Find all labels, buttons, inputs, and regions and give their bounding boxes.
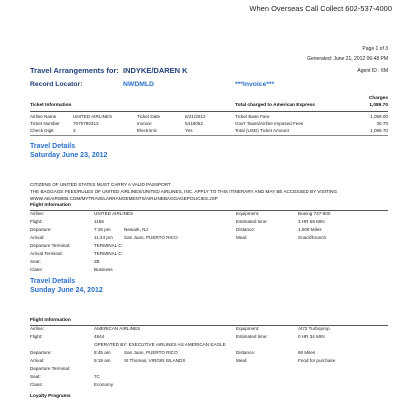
total-amount-value: 1,089.70 bbox=[370, 128, 388, 133]
arrival-city: San Juan, PUERTO RICO bbox=[124, 235, 178, 240]
ticket-info-label: Ticket Information bbox=[30, 103, 72, 108]
arrival-time: 9:19 am bbox=[94, 358, 111, 363]
divider bbox=[30, 325, 388, 326]
total-charged-label: Total charged to American Express bbox=[235, 103, 315, 108]
travel-date-day2: Sunday June 24, 2012 bbox=[30, 287, 103, 294]
ticket-date-value: 6/21/2012 bbox=[185, 114, 206, 119]
arrival-time: 11:24 pm bbox=[94, 235, 113, 240]
base-fare-value: 1,059.00 bbox=[370, 114, 388, 119]
distance-value: 66 Miles bbox=[298, 350, 316, 355]
meal-label: Meal: bbox=[236, 235, 248, 240]
travel-details-heading-day2: Travel Details bbox=[30, 278, 76, 285]
flight-label: Flight: bbox=[30, 219, 43, 224]
airline-name-label: Airline Name bbox=[30, 114, 57, 119]
distance-value: 1,608 Miles bbox=[298, 227, 322, 232]
base-fare-label: Ticket Base Fare bbox=[235, 114, 270, 119]
taxes-value: 30.70 bbox=[376, 121, 388, 126]
estimated-time-label: Estimated time: bbox=[236, 219, 268, 224]
flight-value: 1165 bbox=[94, 219, 104, 224]
charges-total: 1,089.70 bbox=[369, 103, 388, 108]
departure-time: 8:45 am bbox=[94, 350, 111, 355]
class-value: Business bbox=[94, 267, 113, 272]
distance-label: Distance: bbox=[236, 350, 256, 355]
departure-terminal-label: Departure Terminal: bbox=[30, 366, 71, 371]
seat-value: 7C bbox=[94, 374, 100, 379]
record-locator-label: Record Locator: bbox=[30, 81, 83, 88]
baggage-url: WWW.AEAIRWEB.COM/MYTRAVELARRANGEMENTS/AIRLINEBAGGAGEPOLICIES.JSP bbox=[30, 196, 218, 201]
travel-details-heading-day1: Travel Details bbox=[30, 143, 76, 150]
airline-label: Airline: bbox=[30, 211, 45, 216]
meal-value: Snack/brunch bbox=[298, 235, 327, 240]
arrival-label: Arrival: bbox=[30, 358, 45, 363]
flight-info-label-day1: Flight Information bbox=[30, 203, 71, 208]
distance-label: Distance: bbox=[236, 227, 256, 232]
invoice-tag: ***Invoice*** bbox=[235, 81, 275, 88]
estimated-time-value: 0 HR 34 MIN bbox=[298, 334, 325, 339]
arrival-label: Arrival: bbox=[30, 235, 45, 240]
airline-value: UNITED AIRLINES bbox=[94, 211, 134, 216]
class-label: Class: bbox=[30, 382, 43, 387]
phone-line-overseas: When Overseas Call Collect 602-537-4000 bbox=[249, 4, 392, 13]
meal-label: Meal: bbox=[236, 358, 248, 363]
divider bbox=[30, 111, 388, 112]
agent-id: Agent ID : 6M bbox=[357, 68, 388, 74]
flight-label: Flight: bbox=[30, 334, 43, 339]
departure-terminal-label: Departure Terminal: bbox=[30, 243, 71, 248]
check-digit-label: Check Digit bbox=[30, 128, 54, 133]
departure-terminal-value: TERMINAL C bbox=[94, 243, 122, 248]
divider bbox=[30, 135, 388, 136]
passport-notice: CITIZENS OF UNITED STATES MUST CARRY A VALID PASSPORT bbox=[30, 182, 171, 187]
ticket-number-value: 7070780313 bbox=[73, 121, 99, 126]
ticket-date-label: Ticket Date bbox=[137, 114, 161, 119]
flight-value: 4844 bbox=[94, 334, 105, 339]
estimated-time-value: 3 HR 59 MIN bbox=[298, 219, 325, 224]
travel-date-day1: Saturday June 23, 2012 bbox=[30, 152, 108, 159]
equipment-value: Boeing 737-800 bbox=[298, 211, 331, 216]
departure-time: 7:25 pm bbox=[94, 227, 111, 232]
invoice-label: Invoice bbox=[137, 121, 152, 126]
ticket-number-label: Ticket Number bbox=[30, 121, 60, 126]
class-label: Class: bbox=[30, 267, 43, 272]
equipment-label: Equipment: bbox=[236, 211, 260, 216]
seat-value: 2B bbox=[94, 259, 100, 264]
arrival-terminal-label: Arrival Terminal: bbox=[30, 251, 63, 256]
operated-by: OPERATED BY: EXECUTIVE AIRLINES AS AMERICAN EAGLE bbox=[94, 342, 226, 347]
charges-label: Charges bbox=[368, 96, 388, 101]
equipment-value: At72 Turboprop bbox=[298, 326, 330, 331]
departure-label: Departure: bbox=[30, 227, 52, 232]
departure-city: Newark, NJ bbox=[124, 227, 148, 232]
invoice-value: 5418052 bbox=[185, 121, 203, 126]
baggage-notice: THE BAGGAGE FEES/RULES OF UNITED AIRLINES/UNITED AIRLINES, INC. APPLY TO THIS ITINERARY AND MAY BE ACCESSED BY VISITING bbox=[30, 189, 338, 194]
electronic-label: Electronic bbox=[137, 128, 158, 133]
generated-timestamp: Generated: June 21, 2012 06:48 PM bbox=[307, 56, 388, 62]
estimated-time-label: Estimated time: bbox=[236, 334, 268, 339]
flight-info-label-day2: Flight Information bbox=[30, 318, 71, 323]
equipment-label: Equipment: bbox=[236, 326, 260, 331]
seat-label: Seat: bbox=[30, 374, 41, 379]
page-number: Page 1 of 3 bbox=[362, 46, 388, 52]
check-digit-value: 3 bbox=[73, 128, 76, 133]
taxes-label: Gov't Taxes/Airline Imposed Fees bbox=[235, 121, 304, 126]
arrival-terminal-value: TERMINAL C bbox=[94, 251, 122, 256]
airline-label: Airline: bbox=[30, 326, 45, 331]
departure-label: Departure: bbox=[30, 350, 52, 355]
departure-city: San Juan, PUERTO RICO bbox=[124, 350, 178, 355]
meal-value: Food for purchase bbox=[298, 358, 336, 363]
total-amount-label: Total (USD) Ticket Amount bbox=[235, 128, 289, 133]
traveler-name: INDYKE/DAREN K bbox=[123, 66, 188, 75]
seat-label: Seat: bbox=[30, 259, 41, 264]
class-value: Economy bbox=[94, 382, 114, 387]
arrival-city: St Thomas, VIRGIN ISLANDS bbox=[124, 358, 186, 363]
record-locator-value: NWDMLD bbox=[123, 81, 154, 88]
loyalty-programs-label: Loyalty Programs bbox=[30, 394, 71, 399]
page-title: Travel Arrangements for: bbox=[30, 66, 119, 75]
electronic-value: Yes bbox=[185, 128, 193, 133]
airline-name-value: UNITED AIRLINES bbox=[73, 114, 113, 119]
airline-value: AMERICAN AIRLINES bbox=[94, 326, 141, 331]
divider bbox=[30, 210, 388, 211]
